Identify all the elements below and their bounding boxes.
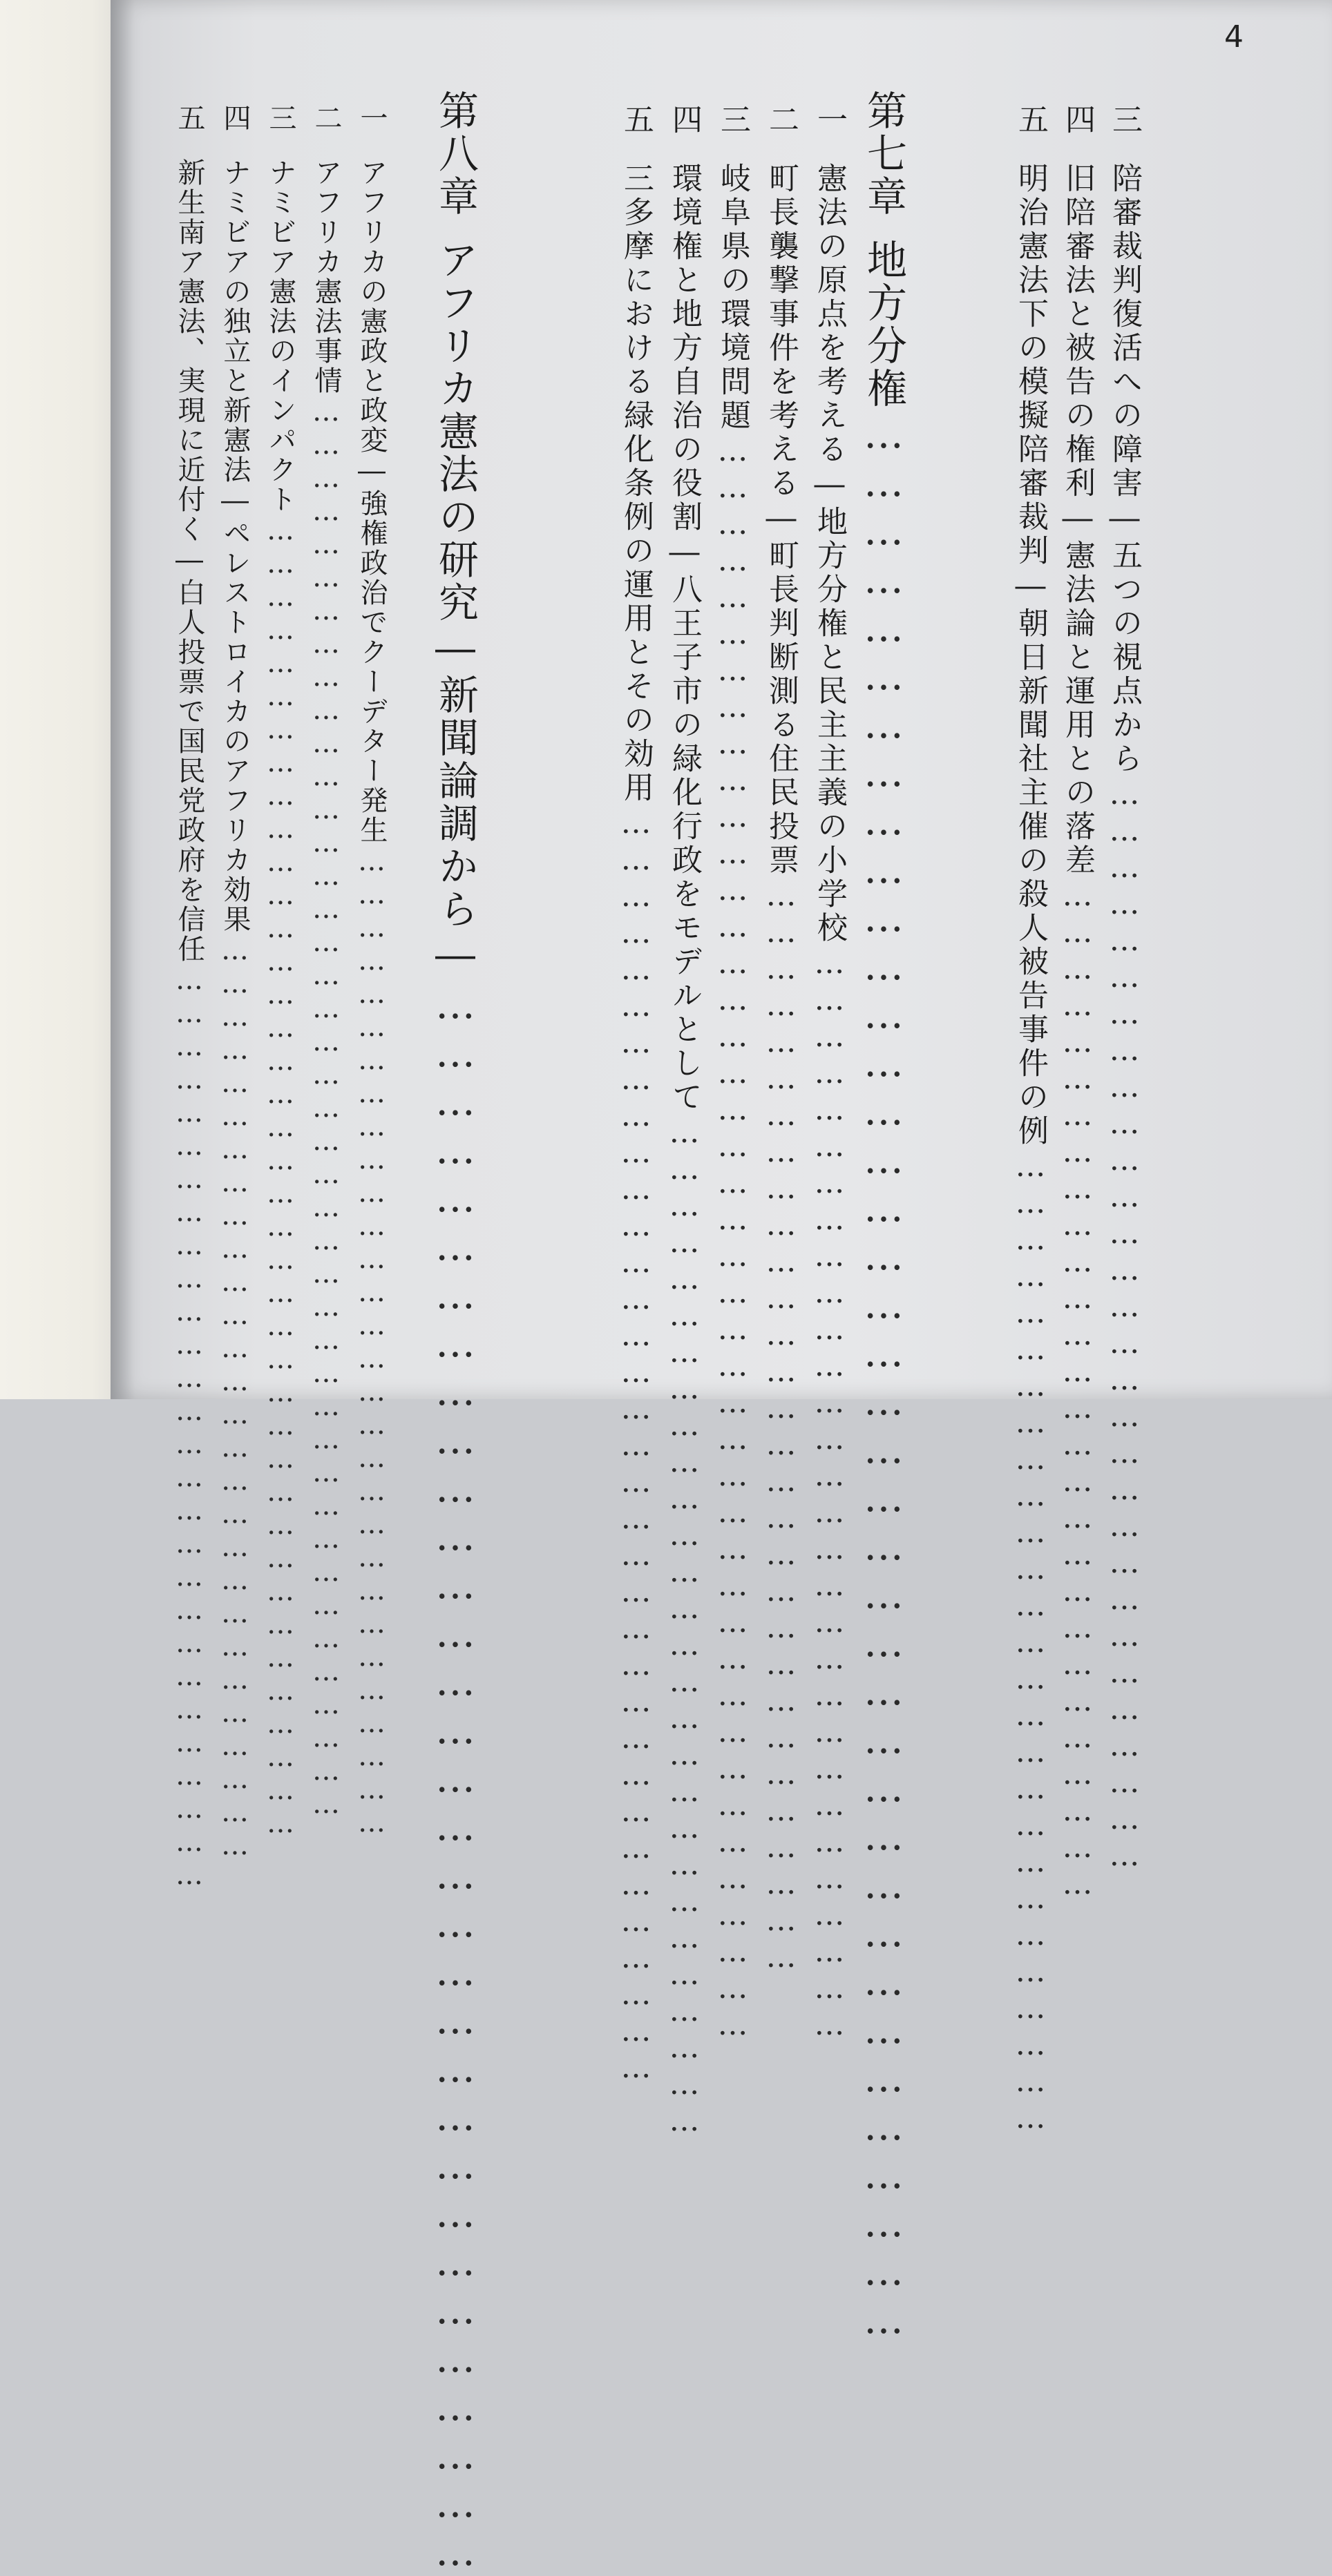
section-number: 五: [618, 104, 654, 137]
dot-leader: ………………………………………………………………………………: [1107, 776, 1142, 1874]
section-number: 二: [310, 104, 342, 133]
section-title: 岐阜県の環境問題: [715, 162, 750, 433]
section-title: 三多摩における緑化条例の運用とその効用: [618, 162, 654, 805]
section-title: 町長襲撃事件を考える―町長判断測る住民投票: [763, 162, 799, 878]
toc-entry: [812, 104, 847, 2044]
toc-entry: [175, 104, 203, 1892]
section-number: 五: [1013, 104, 1048, 137]
dot-leader: ………………………………………………………………………………………: [432, 981, 479, 2576]
toc-entry: [1107, 104, 1142, 1874]
toc-entry: [312, 104, 340, 1821]
section-number: 三: [1107, 104, 1142, 137]
section-title: 旧陪審法と被告の権利―憲法論と運用との落差: [1060, 162, 1095, 878]
section-number: 四: [1060, 104, 1095, 137]
dot-leader: ………………………………………………………………………………: [356, 845, 388, 1840]
section-title: ナミビアの独立と新憲法―ペレストロイカのアフリカ効果: [219, 158, 251, 934]
dot-leader: …………………………………………………………………………: [219, 934, 251, 1863]
chapter-heading: [860, 90, 907, 2344]
dot-leader: ………………………………………………………………………: [1013, 1148, 1048, 2137]
dot-leader: …………………………………………………………………………: [667, 1115, 702, 2140]
toc-page: [111, 0, 1332, 2576]
toc-entry: [667, 104, 702, 2140]
section-number: 一: [812, 104, 847, 137]
toc-entry: [358, 104, 386, 1840]
section-number: 一: [356, 104, 388, 133]
section-number: 五: [173, 104, 205, 133]
section-number: 三: [265, 104, 296, 133]
section-title: アフリカ憲法事情: [310, 158, 342, 396]
dot-leader: …………………………………………………………………………………………………………………: [310, 396, 342, 1821]
section-title: 憲法の原点を考える―地方分権と民主主義の小学校: [812, 162, 847, 945]
section-title: 環境権と地方自治の役割―八王子市の緑化行政をモデルとして: [667, 162, 702, 1115]
section-number: 二: [763, 104, 799, 137]
dot-leader: …………………………………………………………………………………………………………: [265, 515, 296, 1840]
dot-leader: ………………………………………………………………………………: [763, 878, 799, 1976]
section-title: 陪審裁判復活への障害―五つの視点から: [1107, 162, 1142, 776]
toc-entry: [221, 104, 249, 1863]
dot-leader: …………………………………………………………………………: [173, 964, 205, 1892]
chapter-title: アフリカ憲法の研究―新聞論調から―: [432, 239, 479, 981]
section-number: 四: [219, 104, 251, 133]
toc-entry: [763, 104, 799, 1976]
chapter-title: 地方分権: [860, 239, 907, 410]
dot-leader: ……………………………………………………………………………………………………………………: [715, 433, 750, 2044]
section-title: 新生南ア憲法、実現に近付く―白人投票で国民党政府を信任: [173, 158, 205, 964]
dot-leader: …………………………………………………………………………………………………………: [860, 410, 907, 2344]
toc-entry: [618, 104, 654, 2086]
toc-entry: [267, 104, 294, 1840]
chapter-heading: [432, 90, 479, 2576]
section-title: ナミビア憲法のインパクト: [265, 158, 296, 515]
toc-entry: [1013, 104, 1048, 2137]
section-title: アフリカの憲政と政変―強権政治でクーデター発生: [356, 158, 388, 845]
toc-entry: [717, 104, 748, 2044]
page-number: 4: [1224, 19, 1244, 55]
dot-leader: …………………………………………………………………………: [1060, 878, 1095, 1903]
section-number: 四: [667, 104, 702, 137]
dot-leader: ……………………………………………………………………………………………: [618, 805, 654, 2086]
dot-leader: ………………………………………………………………………………: [812, 945, 847, 2044]
section-title: 明治憲法下の模擬陪審裁判―朝日新聞社主催の殺人被告事件の例: [1013, 162, 1048, 1148]
toc-entry: [1060, 104, 1095, 1903]
chapter-number: 第七章: [860, 90, 907, 218]
section-number: 三: [715, 104, 750, 137]
chapter-number: 第八章: [432, 90, 479, 218]
